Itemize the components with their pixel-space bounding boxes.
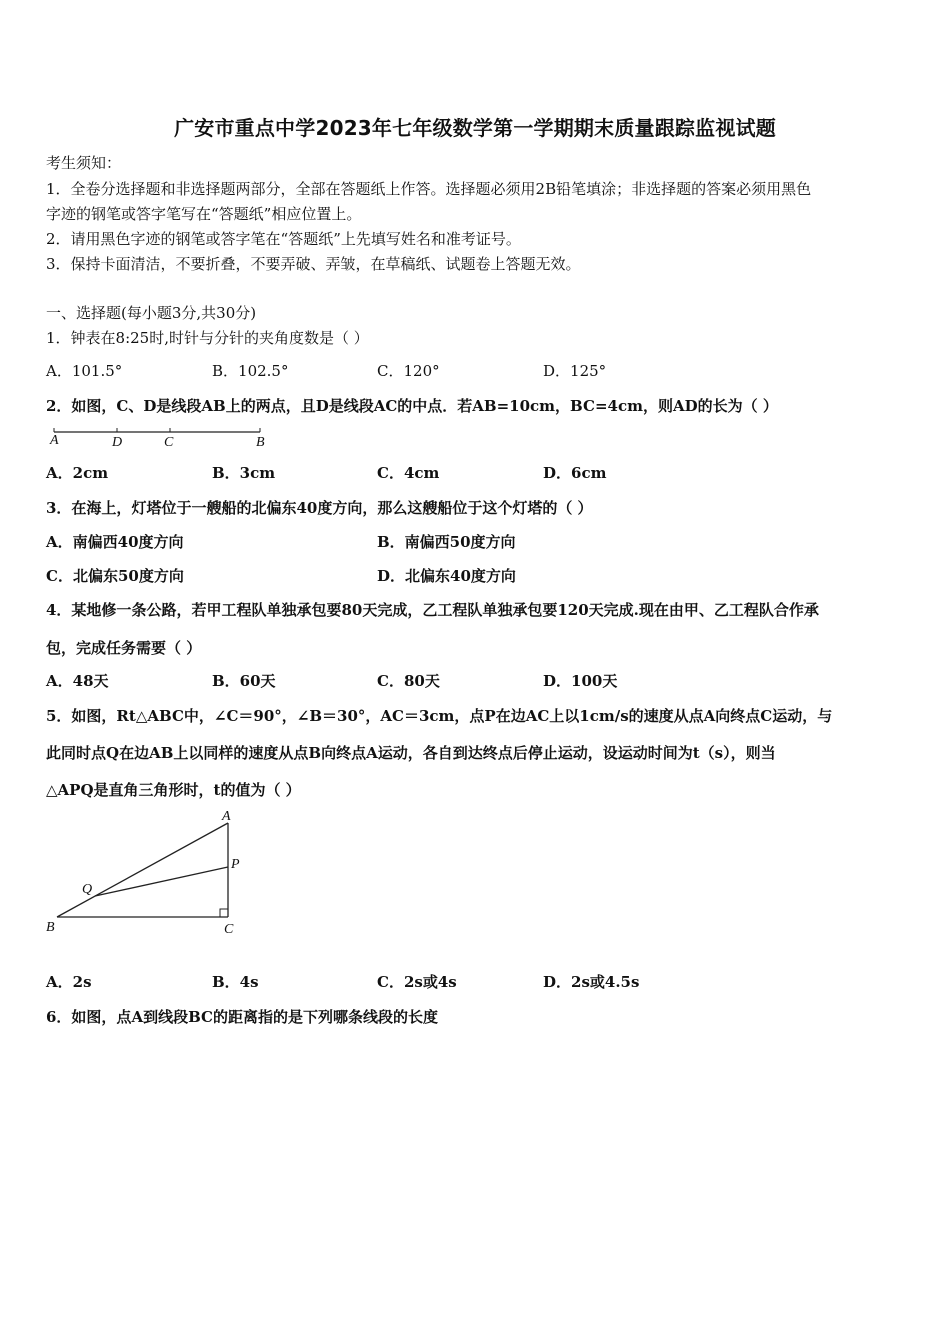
q3-option-d: D．北偏东40度方向: [377, 567, 516, 585]
question-1-stem: 1．钟表在8:25时,时针与分针的夹角度数是（ ）: [46, 329, 369, 347]
q3-option-b: B．南偏西50度方向: [377, 533, 516, 551]
q1-option-b: B．102.5°: [212, 362, 289, 380]
q2-option-a: A．2cm: [46, 464, 109, 482]
notice-line: 3．保持卡面清洁，不要折叠，不要弄破、弄皱，在草稿纸、试题卷上答题无效。: [46, 255, 581, 273]
question-5-stem-line3: △APQ是直角三角形时，t的值为（ ）: [46, 781, 301, 799]
section-heading: 一、选择题(每小题3分,共30分): [46, 304, 257, 322]
point-label-p: P: [231, 857, 240, 872]
side-ab: [57, 823, 228, 917]
q5-option-a: A．2s: [46, 973, 92, 991]
triangle-figure: [40, 805, 250, 940]
q2-option-c: C．4cm: [377, 464, 440, 482]
q2-option-b: B．3cm: [212, 464, 276, 482]
segment-figure: [44, 422, 274, 452]
q1-option-c: C．120°: [377, 362, 440, 380]
question-2-stem: 2．如图，C、D是线段AB上的两点，且D是线段AC的中点．若AB=10cm，BC=4cm，则AD的长为（ ）: [46, 397, 778, 415]
question-6-stem: 6．如图，点A到线段BC的距离指的是下列哪条线段的长度: [46, 1008, 438, 1026]
point-label-b: B: [256, 435, 265, 450]
point-label-d: D: [112, 435, 123, 450]
segment-pq: [95, 867, 228, 896]
question-3-stem: 3．在海上，灯塔位于一艘船的北偏东40度方向，那么这艘船位于这个灯塔的（ ）: [46, 499, 593, 517]
question-5-stem-line2: 此同时点Q在边AB上以同样的速度从点B向终点A运动，各自到达终点后停止运动，设运动时间为t（s），则当: [46, 744, 776, 762]
q1-option-d: D．125°: [543, 362, 607, 380]
q5-option-d: D．2s或4.5s: [543, 973, 640, 991]
right-angle-mark: [220, 909, 228, 917]
notice-line: 字迹的钢笔或答字笔写在“答题纸”相应位置上。: [46, 205, 362, 223]
q1-option-a: A．101.5°: [46, 362, 123, 380]
vertex-label-c: C: [224, 922, 234, 937]
q4-option-b: B．60天: [212, 672, 276, 690]
point-label-a: A: [50, 433, 59, 448]
question-4-stem-line1: 4．某地修一条公路，若甲工程队单独承包要80天完成，乙工程队单独承包要120天完成.现在由甲、乙工程队合作承: [46, 601, 819, 619]
question-4-stem-line2: 包，完成任务需要（ ）: [46, 639, 202, 657]
notice-heading: 考生须知：: [46, 154, 122, 172]
vertex-label-a: A: [222, 809, 231, 824]
notice-line: 2．请用黑色字迹的钢笔或答字笔在“答题纸”上先填写姓名和准考证号。: [46, 230, 521, 248]
q4-option-c: C．80天: [377, 672, 440, 690]
point-label-c: C: [164, 435, 174, 450]
q4-option-a: A．48天: [46, 672, 109, 690]
notice-line: 1．全卷分选择题和非选择题两部分，全部在答题纸上作答。选择题必须用2B铅笔填涂；非选择题的答案必须用黑色: [46, 180, 812, 198]
q4-option-d: D．100天: [543, 672, 618, 690]
q5-option-b: B．4s: [212, 973, 259, 991]
q5-option-c: C．2s或4s: [377, 973, 457, 991]
q3-option-a: A．南偏西40度方向: [46, 533, 184, 551]
question-5-stem-line1: 5．如图，Rt△ABC中，∠C＝90°，∠B＝30°，AC＝3cm，点P在边AC上以1cm/s的速度从点A向终点C运动，与: [46, 707, 833, 725]
q3-option-c: C．北偏东50度方向: [46, 567, 184, 585]
vertex-label-b: B: [46, 920, 55, 935]
point-label-q: Q: [82, 882, 93, 897]
page-title: 广安市重点中学2023年七年级数学第一学期期末质量跟踪监视试题: [174, 116, 776, 140]
q2-option-d: D．6cm: [543, 464, 607, 482]
